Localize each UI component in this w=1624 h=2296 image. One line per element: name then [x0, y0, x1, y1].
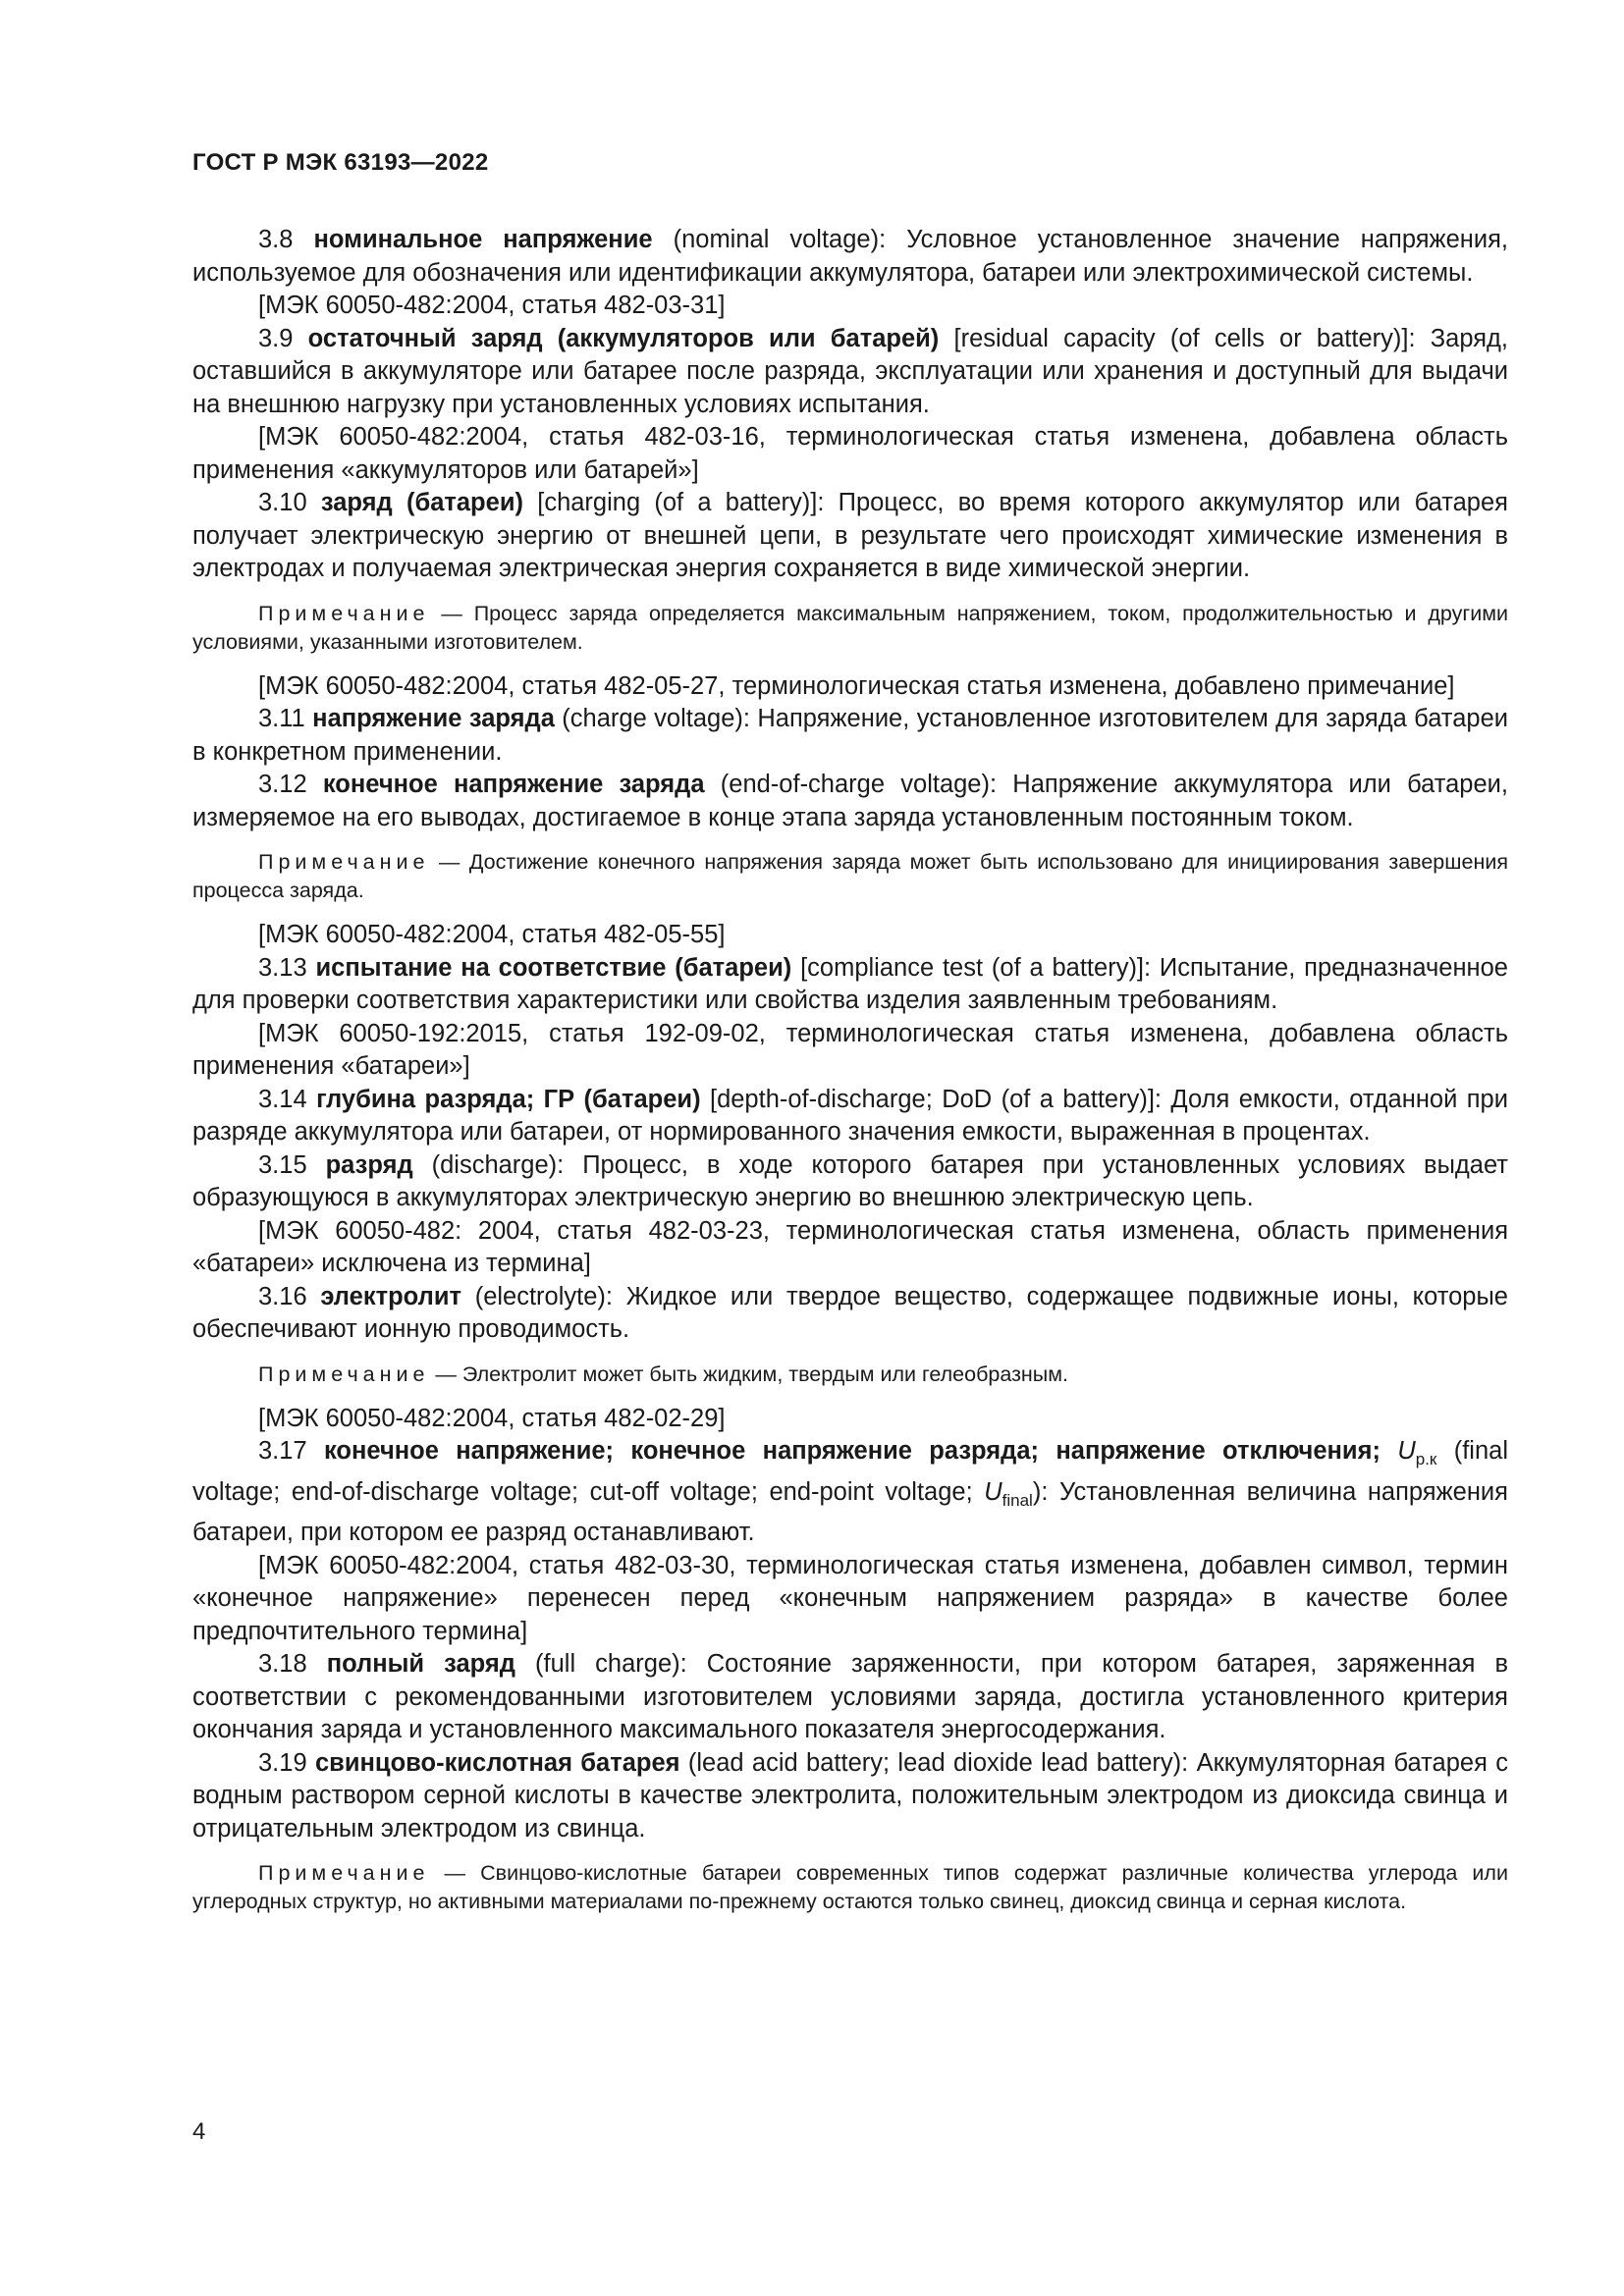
entry-source: [МЭК 60050-482:2004, статья 482-05-55] — [258, 921, 726, 948]
entry-term: свинцово-кислотная батарея — [314, 1748, 680, 1777]
entry-note — [192, 600, 1508, 657]
entry-3-19 — [192, 1747, 1508, 1846]
entry-3-18 — [192, 1648, 1508, 1747]
note-label: Примечание — [258, 1362, 430, 1386]
entry-3-14 — [192, 1084, 1508, 1149]
page-body — [192, 224, 1508, 1930]
entry-source: [МЭК 60050-482:2004, статья 482-03-16, терминологическая статья изменена, добавлена область применения «аккумуляторов или батарей»] — [192, 423, 1508, 484]
entry-term: испытание на соответствие (батареи) — [315, 953, 792, 982]
entry-definition: [charging (of a battery)]: Процесс, во время которого аккумулятор или батарея получает электрическую энергию от внешней цепи, в результате чего происходят химические изменения в электродах и получаемая электрическая энергия сохраняется в виде химической энергии. — [192, 489, 1508, 582]
entry-note — [192, 848, 1508, 905]
entry-source: [МЭК 60050-482:2004, статья 482-05-27, терминологическая статья изменена, добавлено примечание] — [258, 671, 1455, 700]
entry-source: [МЭК 60050-482:2004, статья 482-03-30, терминологическая статья изменена, добавлен символ, термин «конечное напряжение» перенесен перед «конечным напряжением разряда» в качестве более предпочтительного термина] — [192, 1551, 1508, 1645]
entry-3-15 — [192, 1149, 1508, 1215]
entry-definition: (final voltage; end-of-discharge voltage; cut-off voltage; end-point voltage; — [192, 1437, 1509, 1506]
entry-number: 3.19 — [258, 1748, 307, 1777]
entry-term: напряжение заряда — [312, 705, 555, 732]
entry-number: 3.16 — [258, 1282, 307, 1310]
entry-source: [МЭК 60050-482:2004, статья 482-03-31] — [258, 292, 726, 319]
entry-number: 3.18 — [258, 1650, 307, 1678]
entry-term: конечное напряжение заряда — [322, 771, 705, 798]
entry-definition: [residual capacity (of cells or battery)]: Заряд, оставшийся в аккумуляторе или батарее после разряда, эксплуатации или хранения и доступный для выдачи на внешнюю нагрузку при установленных условиях испытания. — [192, 324, 1508, 418]
entry-3-16 — [192, 1281, 1508, 1347]
note-text: — Процесс заряда определяется максимальным напряжением, током, продолжительностью и другими условиями, указанными изготовителем. — [192, 601, 1508, 654]
entry-definition: (end-of-charge voltage): Напряжение аккумулятора или батареи, измеряемое на его выводах, достигаемое в конце этапа заряда установленным постоянным током. — [192, 771, 1508, 831]
entry-3-10 — [192, 487, 1508, 586]
entry-number: 3.9 — [258, 324, 294, 352]
page-header: ГОСТ Р МЭК 63193—2022 — [192, 149, 489, 176]
note-label: Примечание — [258, 850, 430, 874]
symbol-subscript: final — [1001, 1490, 1033, 1510]
note-text: — Электролит может быть жидким, твердым или гелеобразным. — [429, 1362, 1069, 1386]
entry-definition: [compliance test (of a battery)]: Испытание, предназначенное для проверки соответствия характеристики или свойства изделия заявленным требованиям. — [192, 953, 1508, 1014]
entry-number: 3.15 — [258, 1150, 307, 1179]
entry-3-17 — [192, 1435, 1508, 1550]
entry-definition: (electrolyte): Жидкое или твердое вещество, содержащее подвижные ионы, которые обеспечивают ионную проводимость. — [192, 1282, 1508, 1343]
entry-3-8 — [192, 224, 1508, 290]
entry-3-13 — [192, 952, 1508, 1018]
note-text: — Свинцово-кислотные батареи современных типов содержат различные количества углерода или углеродных структур, но активными материалами по-прежнему остаются только свинец, диоксид свинца и серная кислота. — [192, 1861, 1508, 1913]
page-number: 4 — [192, 2118, 206, 2145]
entry-3-11 — [192, 703, 1508, 769]
note-label: Примечание — [258, 601, 430, 625]
entry-definition: (nominal voltage): Условное установленное значение напряжения, используемое для обозначения или идентификации аккумулятора, батареи или электрохимической системы. — [192, 226, 1508, 287]
entry-number: 3.11 — [258, 705, 305, 732]
entry-definition: (discharge): Процесс, в ходе которого батарея при установленных условиях выдает образующуюся в аккумуляторах электрическую энергию во внешнюю электрическую цепь. — [192, 1150, 1508, 1211]
entry-definition: (lead acid battery; lead dioxide lead battery): Аккумуляторная батарея с водным раствором серной кислоты в качестве электролита, положительным электродом из диоксида свинца и отрицательным электродом из свинца. — [192, 1748, 1508, 1842]
entry-source: [МЭК 60050-192:2015, статья 192-09-02, терминологическая статья изменена, добавлена область применения «батареи»] — [192, 1019, 1508, 1080]
entry-note — [192, 1361, 1508, 1389]
symbol-subscript: р.к — [1415, 1450, 1437, 1468]
entry-number: 3.13 — [258, 953, 307, 982]
entry-term: электролит — [320, 1282, 461, 1310]
entry-definition: (full charge): Состояние заряженности, при котором батарея, заряженная в соответствии с рекомендованными изготовителем условиями заряда, достигла установленного критерия окончания заряда и установленного максимального показателя энергосодержания. — [192, 1650, 1508, 1743]
entry-definition: ): Установленная величина напряжения батареи, при котором ее разряд останавливают. — [192, 1477, 1508, 1546]
entry-definition: [depth-of-discharge; DoD (of a battery)]: Доля емкости, отданной при разряде аккумулятора или батареи, от нормированного значения емкости, выраженная в процентах. — [192, 1085, 1508, 1146]
note-label: Примечание — [258, 1861, 430, 1885]
entry-term: остаточный заряд (аккумуляторов или батарей) — [307, 324, 940, 352]
entry-term: конечное напряжение; конечное напряжение разряда; напряжение отключения; — [324, 1437, 1380, 1465]
entry-term: номинальное напряжение — [313, 226, 653, 253]
entry-source: [МЭК 60050-482: 2004, статья 482-03-23, терминологическая статья изменена, область применения «батареи» исключена из термина] — [192, 1216, 1508, 1277]
entry-note — [192, 1859, 1508, 1916]
symbol: U — [984, 1477, 1002, 1506]
entry-number: 3.8 — [258, 226, 294, 253]
note-text: — Достижение конечного напряжения заряда может быть использовано для инициирования завершения процесса заряда. — [192, 850, 1508, 902]
entry-number: 3.14 — [258, 1085, 307, 1113]
entry-3-12 — [192, 769, 1508, 834]
entry-number: 3.12 — [258, 771, 307, 798]
entry-term: полный заряд — [326, 1650, 515, 1678]
entry-source: [МЭК 60050-482:2004, статья 482-02-29] — [258, 1404, 726, 1432]
entry-term: разряд — [325, 1150, 413, 1179]
entry-number: 3.17 — [258, 1437, 307, 1465]
entry-term: заряд (батареи) — [320, 489, 523, 516]
symbol: U — [1397, 1437, 1416, 1465]
entry-definition: (charge voltage): Напряжение, установленное изготовителем для заряда батареи в конкретном применении. — [192, 705, 1508, 766]
entry-number: 3.10 — [258, 489, 307, 516]
entry-3-9 — [192, 323, 1508, 422]
entry-term: глубина разряда; ГР (батареи) — [316, 1085, 701, 1113]
